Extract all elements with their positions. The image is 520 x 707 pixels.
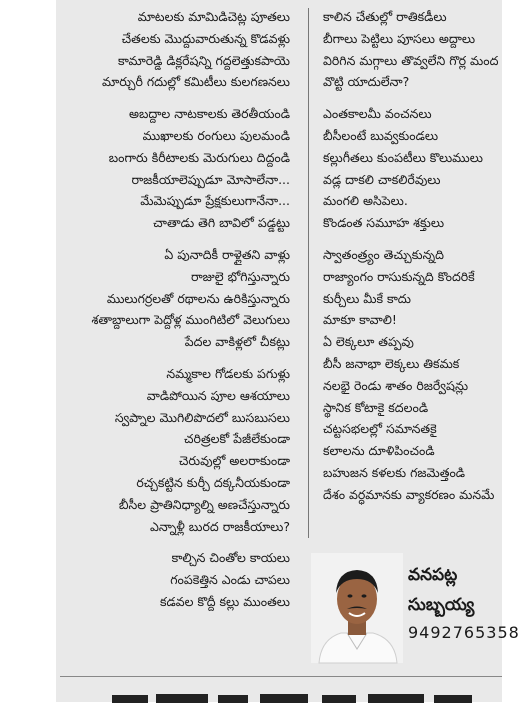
- poem-line: ఎన్నాళ్లీ బురద రాజకీయాలు?: [149, 518, 290, 534]
- poem-line: మాటలకు మామిడిచెట్ల పూతలు: [137, 9, 290, 24]
- column-divider: [308, 8, 309, 538]
- author-phone: 9492765358: [408, 623, 520, 642]
- poem-line: చేతలకు మొద్దువారుతున్న కొడవళ్లు: [121, 30, 290, 46]
- poem-line: చాతాడు తెగి బావిలో పడ్డట్టు: [153, 215, 290, 231]
- poem-line: వడ్ల దాకలి చాకలిరేవులు: [323, 171, 441, 187]
- poem-line: మార్చురీ గదుల్లో కమిటీలు కులగణనలు: [101, 74, 290, 90]
- poem-line: బీగాలు పెట్టిలు పూసలు అద్దాలు: [323, 30, 476, 46]
- poem-line: బంగారు కిరీటాలకు మెరుగులు దిద్దండి: [108, 149, 290, 165]
- poem-line: బహుజన కళలకు గజమెత్తండి: [323, 464, 466, 480]
- poem-line: మాకూ కావాలి!: [323, 312, 397, 328]
- poem-line: స్వాతంత్ర్యం తెచ్చుకున్నది: [323, 246, 444, 262]
- author-last-name: సుబ్బయ్య: [408, 595, 475, 615]
- poem-line: ములుగర్రలతో రథాలను ఉరికిస్తున్నారు: [106, 290, 290, 306]
- left-stanza: [60, 547, 290, 612]
- cropped-next-headline: [60, 688, 502, 702]
- poem-line: నలభై రెండు శాతం రిజర్వేషన్లు: [323, 377, 469, 393]
- poem-line: విరిగిన మగ్గాలు తొవ్వలేని గొర్ల మంద: [323, 52, 499, 68]
- poem-right-column: [323, 6, 502, 516]
- poem-line: బీసీ జనాభా లెక్కలు తికమక: [323, 355, 460, 371]
- poem-line: ఏ పునాదికీ రాళ్లైతని వాళ్లు: [164, 246, 290, 262]
- poem-line: స్వప్నాల మొగిలిపొదలో బుసబుసలు: [114, 409, 290, 425]
- poem-line: కలాలను దూళిపించండి: [323, 443, 435, 459]
- poem-line: వొట్టి యాదులేనా?: [323, 74, 410, 90]
- poem-line: చట్టసభలల్లో సమానతకై: [323, 421, 437, 437]
- poem-line: మేమెప్పుడూ ప్రేక్షకులుగానేనా...: [140, 193, 290, 209]
- right-stanza: [323, 6, 502, 93]
- author-name: [408, 560, 474, 620]
- poem-line: రాజ్యాంగం రాసుకున్నది కొందరికే: [323, 268, 475, 284]
- left-stanza: [60, 103, 290, 234]
- left-stanza: [60, 363, 290, 537]
- poem-line: స్థానిక కోటాకై కదలండి: [323, 399, 429, 415]
- poem-line: కల్లుగీతలు కుంపటీలు కొలుములు: [323, 149, 483, 165]
- poem-line: కాలిన చేతుల్లో రాతికడీలు: [323, 9, 447, 24]
- poem-line: అబద్దాల నాటకాలకు తెరతీయండి: [129, 106, 290, 122]
- poem-line: బీసీల ప్రాతినిధ్యాల్ని అణచేస్తున్నారు: [118, 496, 290, 512]
- poem-line: చెరువుల్లో అలరాకుండా: [178, 453, 290, 469]
- poem-line: గంపకెత్తిన ఎండు చాపలు: [170, 572, 290, 588]
- poem-line: కామారెడ్డి డిక్లరేషన్ని గద్దలెత్తుకపాయె: [118, 52, 290, 68]
- poem-line: నమ్మకాల గోడలకు పగుళ్లు: [166, 365, 290, 381]
- author-photo: [311, 553, 403, 663]
- right-stanza: [323, 244, 502, 506]
- page-margin: [0, 0, 56, 702]
- poem-line: చరిత్రలకో పేజీలేకుండా: [184, 431, 290, 447]
- poem-line: రచ్చకట్టిన కుర్చీ దక్కనీయకుండా: [136, 474, 290, 490]
- poem-line: వాడిపోయిన పూల ఆశయాలు: [146, 387, 290, 403]
- author-first-name: వనపట్ల: [408, 565, 458, 585]
- poem-line: ఏ లెక్కలూ తప్పవు: [323, 334, 414, 350]
- poem-line: ముఖాలకు రంగులు పులమండి: [142, 127, 290, 143]
- poem-line: కాల్చిన చింతోల కాయలు: [171, 550, 290, 566]
- poem-line: పేదల వాకిళ్లలో చీకట్లు: [184, 334, 290, 350]
- right-stanza: [323, 103, 502, 234]
- bottom-rule: [60, 676, 502, 677]
- poem-line: మంగలి అసిపెలు.: [323, 193, 408, 209]
- poem-line: దేశం వర్ధమానకు వ్యాకరణం మనమే: [323, 486, 495, 502]
- left-stanza: [60, 244, 290, 353]
- poem-line: ఎంతకాలమీ వంచనలు: [323, 106, 432, 122]
- poem-left-column: [60, 6, 290, 623]
- poem-line: కుర్చీలు మీకే కాదు: [323, 290, 411, 306]
- poem-line: కొండంత సమూహ శక్తులు: [323, 215, 445, 231]
- poem-line: రాజులై భోగిస్తున్నారు: [190, 268, 290, 284]
- poem-line: రాజకీయాలెప్పుడూ మోసాలేనా...: [131, 171, 290, 187]
- poem-line: శతాబ్దాలుగా పెద్దోళ్ల ముంగిటిలో వెలుగులు: [91, 312, 290, 328]
- left-stanza: [60, 6, 290, 93]
- poem-line: కడవల కొద్దీ కల్లు ముంతలు: [159, 593, 290, 609]
- poem-line: బీసీలంటే బువ్వకుండలు: [323, 127, 439, 143]
